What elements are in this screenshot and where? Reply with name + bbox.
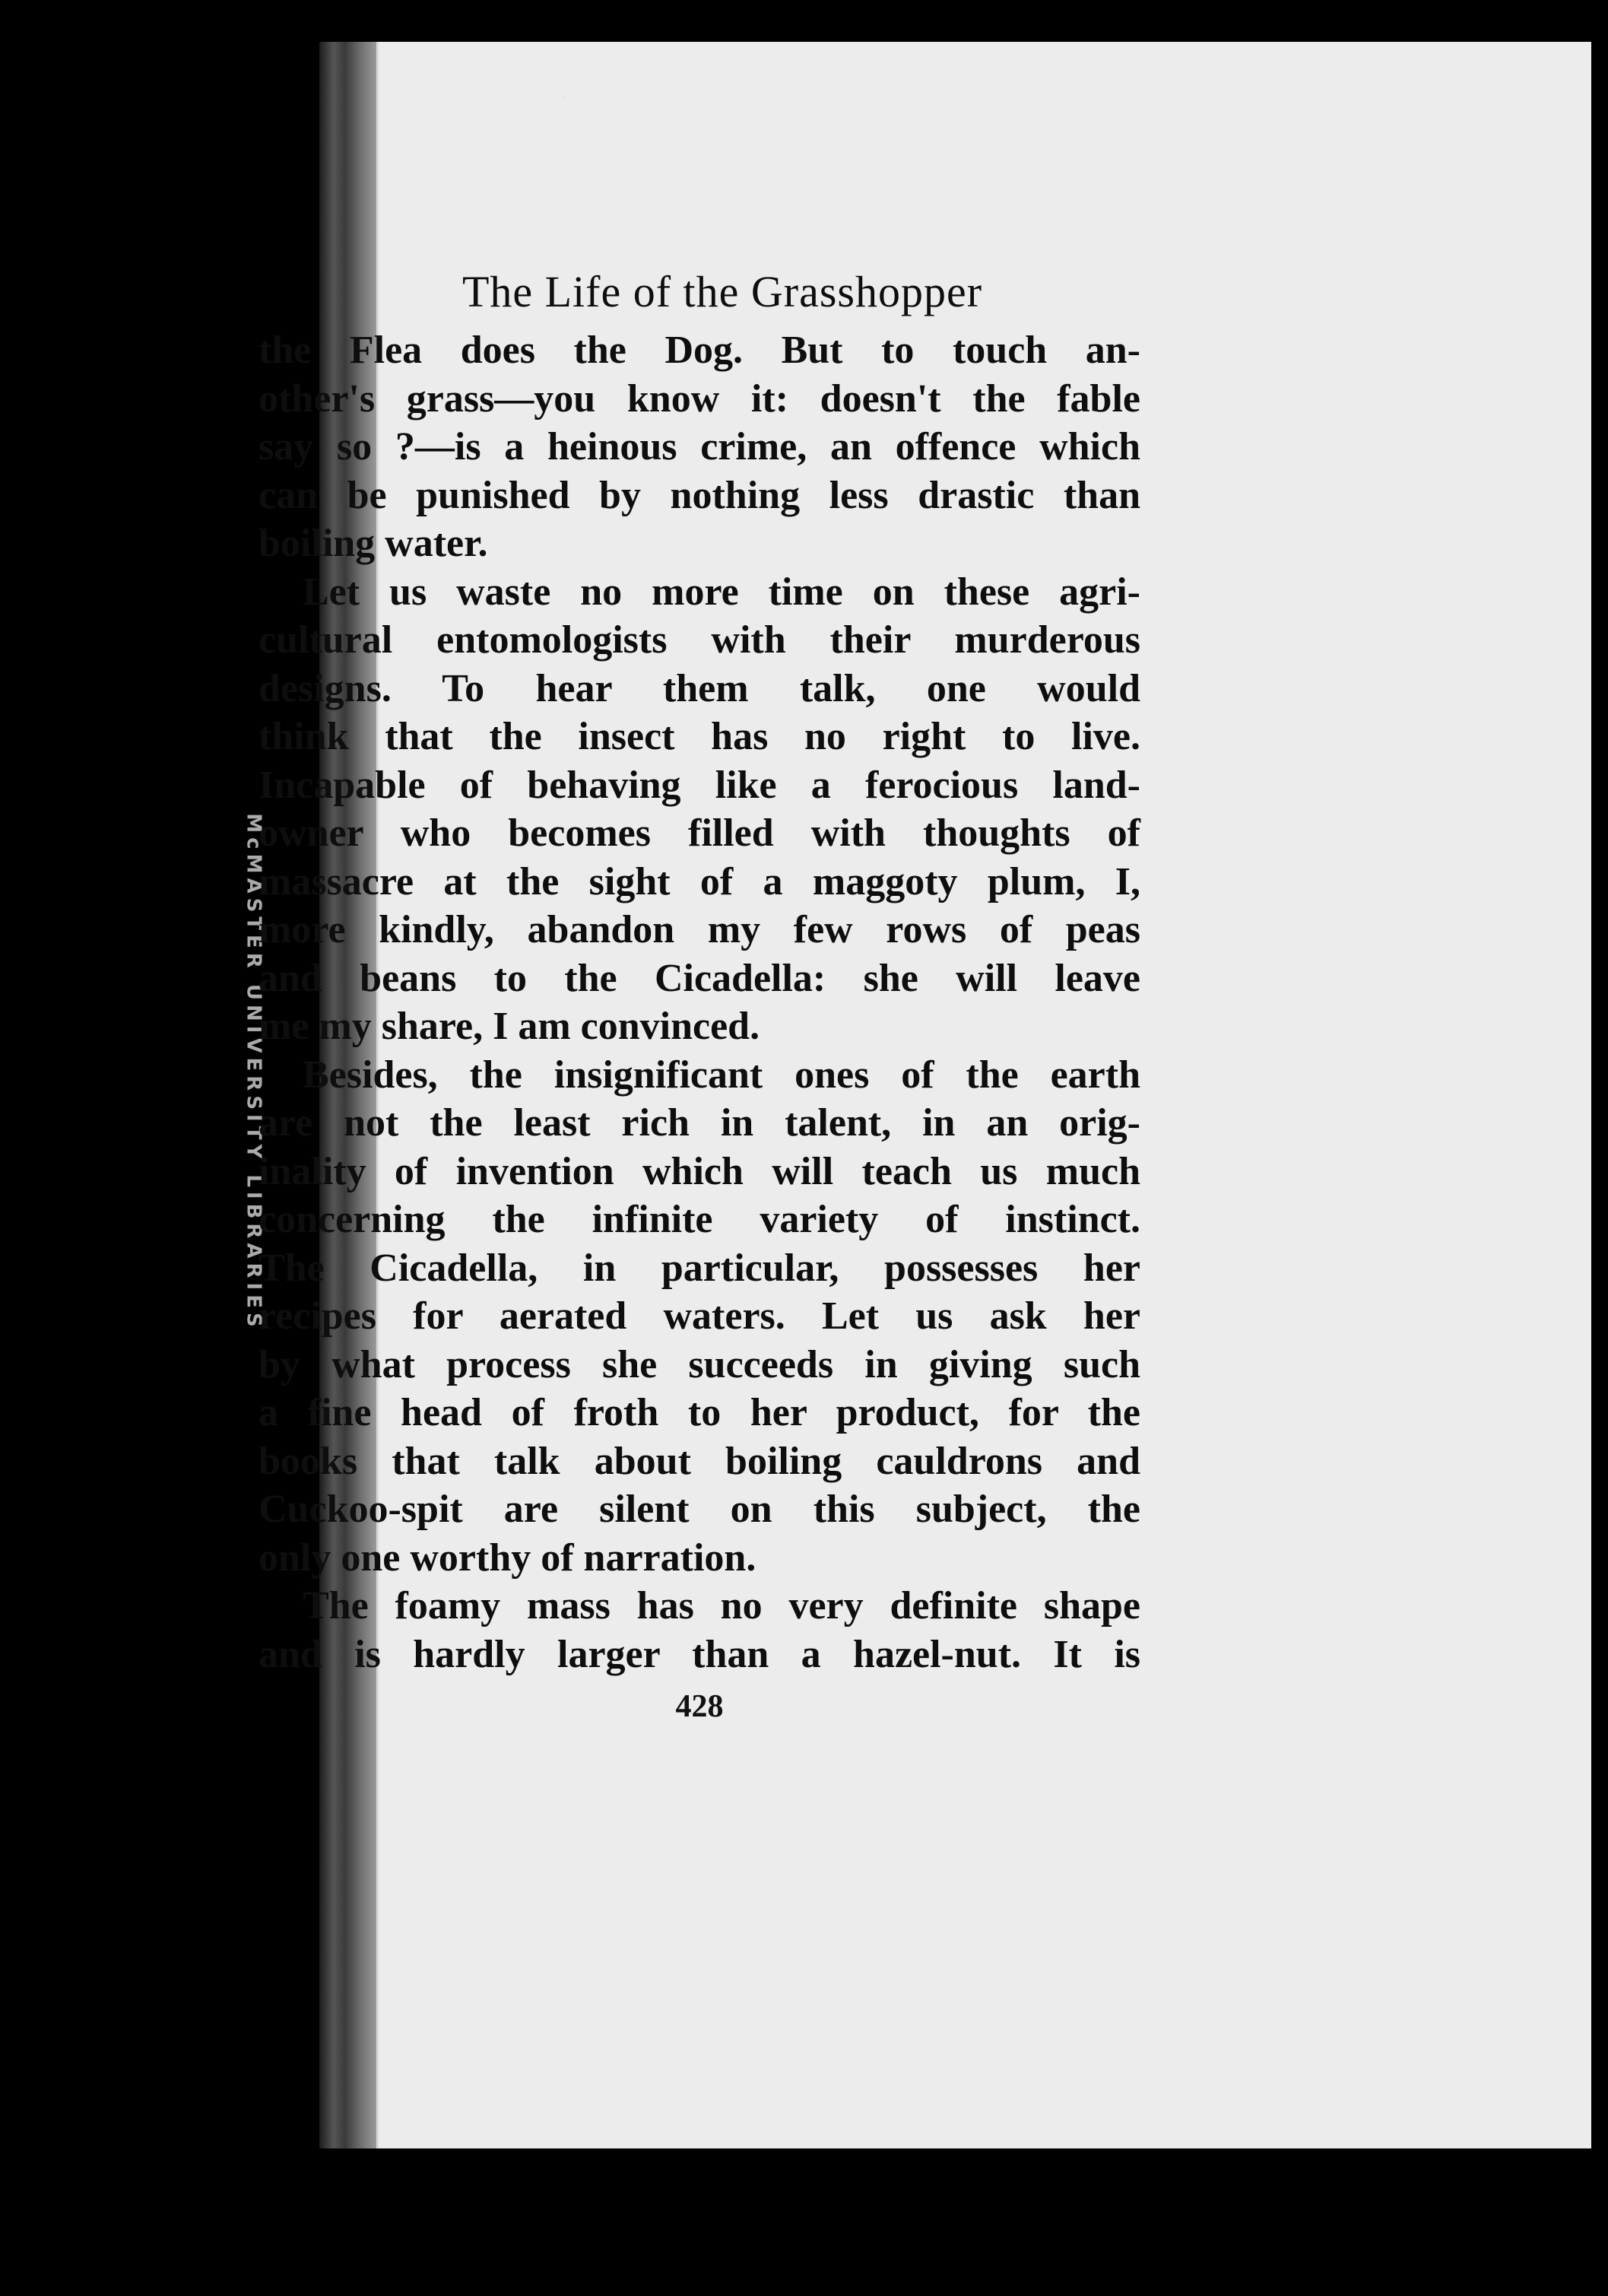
text-line: Besides, the insignificant ones of the earth (303, 1053, 1140, 1097)
text-line: Cuckoo-spit are silent on this subject, the (258, 1488, 1140, 1531)
library-stamp-text: McMASTER UNIVERSITY LIBRARIES (243, 813, 266, 1332)
text-line: Incapable of behaving like a ferocious land- (258, 763, 1140, 807)
text-line: only one worthy of narration. (258, 1535, 756, 1580)
running-head: The Life of the Grasshopper (461, 267, 983, 316)
paragraph (258, 1051, 1140, 1583)
text-line: are not the least rich in talent, in an orig- (258, 1101, 1140, 1145)
paper-speck (1443, 103, 1446, 106)
paragraph (258, 1582, 1140, 1678)
text-line: can be punished by nothing less drastic than (258, 473, 1140, 517)
text-line: The Cicadella, in particular, possesses her (258, 1246, 1140, 1290)
text-line: inality of invention which will teach us much (258, 1149, 1140, 1193)
text-line: designs. To hear them talk, one would (258, 666, 1140, 710)
paragraph (258, 568, 1140, 1051)
body-text (258, 326, 1140, 1678)
text-line: and beans to the Cicadella: she will leave (258, 956, 1140, 1000)
text-line: recipes for aerated waters. Let us ask her (258, 1294, 1140, 1338)
text-line: and is hardly larger than a hazel-nut. It is (258, 1632, 1140, 1676)
text-line: The foamy mass has no very definite shape (303, 1584, 1140, 1628)
text-block (258, 266, 1140, 1678)
text-line: more kindly, abandon my few rows of peas (258, 908, 1140, 951)
text-line: say so ?—is a heinous crime, an offence which (258, 425, 1140, 468)
text-line: cultural entomologists with their murderous (258, 618, 1140, 662)
text-line: concerning the infinite variety of instinct. (258, 1198, 1140, 1241)
text-line: massacre at the sight of a maggoty plum, I, (258, 859, 1140, 903)
text-line: owner who becomes filled with thoughts of (258, 811, 1140, 855)
text-line: other's grass—you know it: doesn't the fable (258, 376, 1140, 421)
text-line: a fine head of froth to her product, for the (258, 1391, 1140, 1434)
text-line: boiling water. (258, 522, 488, 565)
page-number: 428 (675, 1689, 724, 1724)
paper-speck (561, 95, 566, 100)
text-line: Let us waste no more time on these agri- (303, 570, 1140, 614)
text-line: think that the insect has no right to live. (258, 715, 1140, 758)
text-line: me my share, I am convinced. (258, 1005, 760, 1048)
text-line: the Flea does the Dog. But to touch an- (258, 329, 1140, 372)
scan-bottom-border (319, 2148, 1608, 2296)
text-line: books that talk about boiling cauldrons and (258, 1439, 1140, 1483)
text-line: by what process she succeeds in giving such (258, 1342, 1140, 1386)
paragraph (258, 326, 1140, 568)
